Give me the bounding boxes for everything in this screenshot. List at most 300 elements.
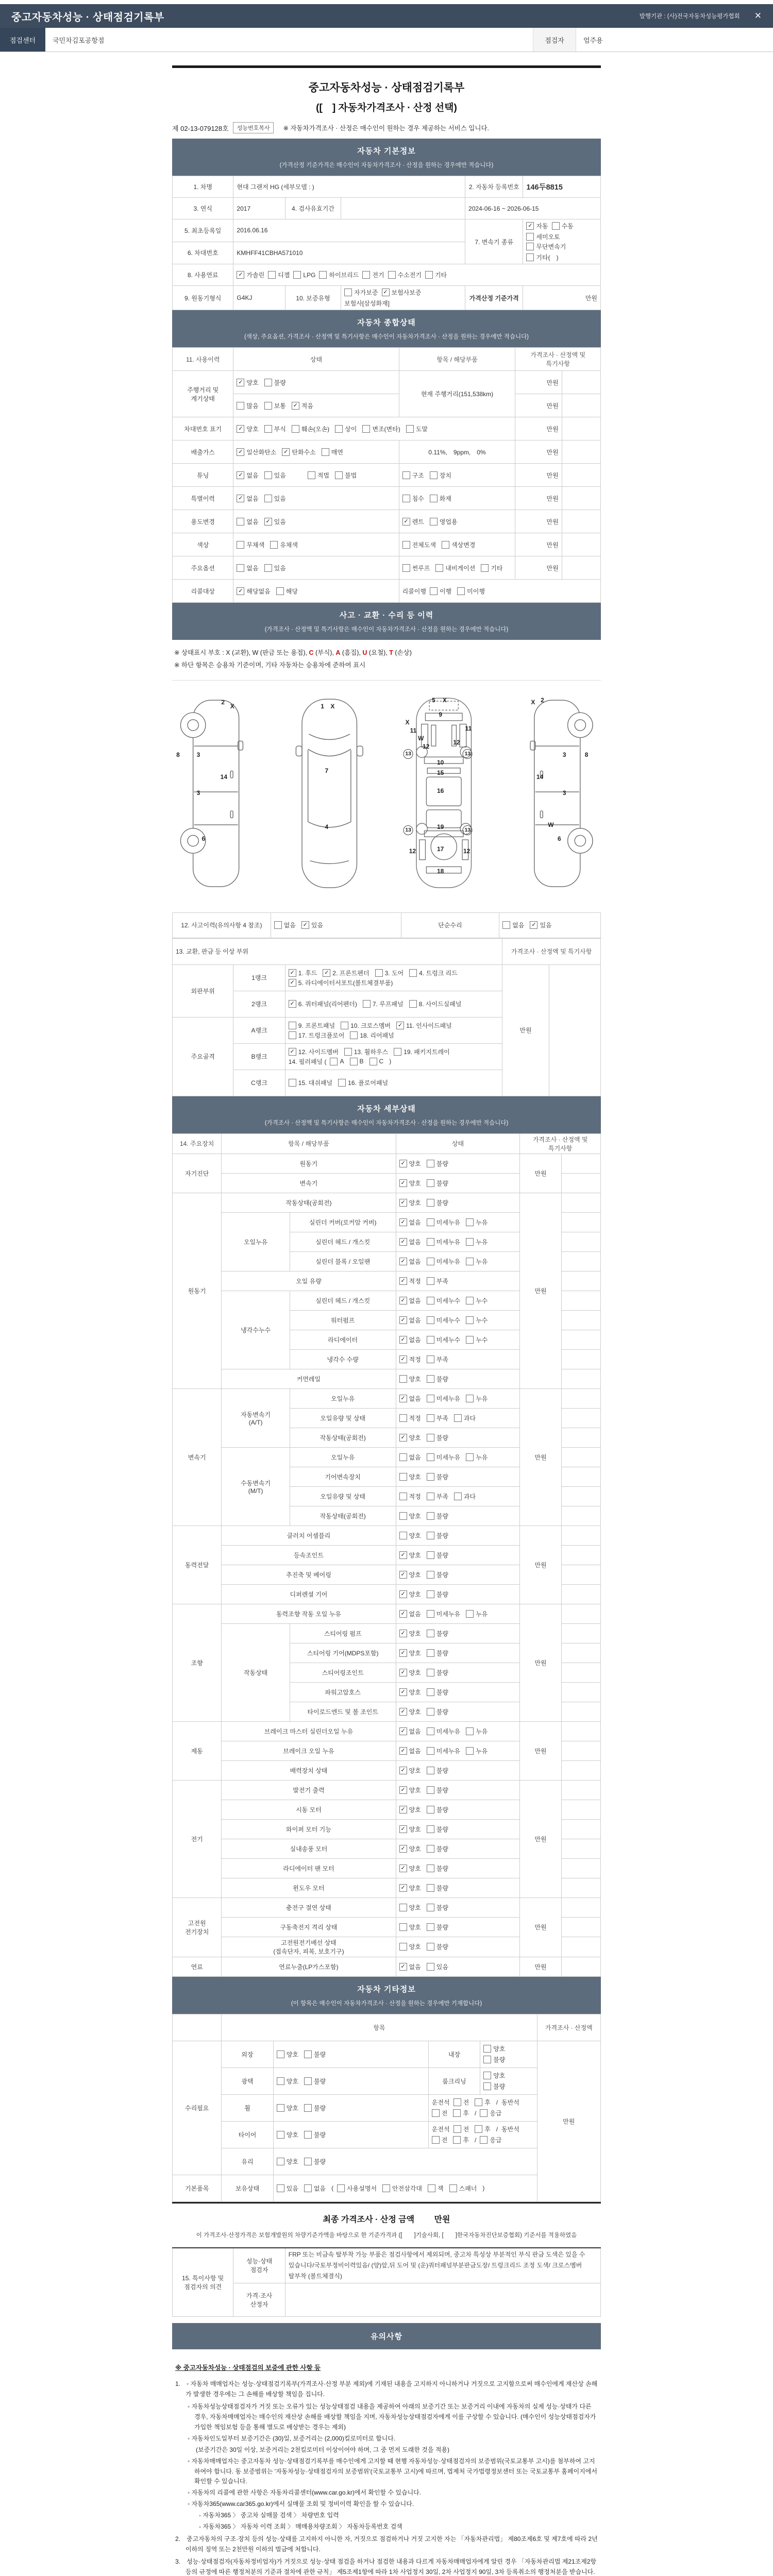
checkbox[interactable] bbox=[427, 1609, 460, 1618]
checkbox-cell bbox=[480, 2041, 537, 2067]
checkbox[interactable] bbox=[399, 1786, 421, 1794]
checkbox[interactable] bbox=[453, 2125, 469, 2133]
checkbox-label: 불량 bbox=[436, 1551, 448, 1559]
checkbox[interactable] bbox=[399, 1609, 421, 1618]
checkbox[interactable] bbox=[466, 1316, 488, 1325]
checkbox[interactable] bbox=[526, 253, 558, 262]
checkbox[interactable] bbox=[449, 2184, 477, 2193]
checkbox[interactable] bbox=[427, 1864, 448, 1873]
checkbox[interactable] bbox=[427, 1766, 448, 1775]
checkbox[interactable] bbox=[292, 401, 313, 410]
checkbox[interactable] bbox=[399, 1766, 421, 1775]
checkbox[interactable] bbox=[483, 2044, 505, 2053]
checkbox[interactable] bbox=[264, 471, 286, 480]
checkbox-cell bbox=[233, 371, 399, 394]
checkbox[interactable] bbox=[427, 1355, 448, 1364]
checkbox[interactable] bbox=[466, 1727, 488, 1736]
section-title: 자동차 기타정보 bbox=[357, 1985, 416, 1994]
checkbox[interactable] bbox=[350, 1058, 364, 1065]
checkbox[interactable] bbox=[323, 969, 369, 977]
checkbox[interactable] bbox=[399, 1512, 421, 1520]
checkbox[interactable] bbox=[406, 425, 428, 433]
checkbox[interactable] bbox=[427, 1668, 448, 1677]
checkbox[interactable] bbox=[289, 1078, 332, 1087]
checkbox-box: ✓ bbox=[292, 402, 299, 410]
checkbox[interactable] bbox=[427, 1512, 448, 1520]
checkbox[interactable] bbox=[481, 564, 502, 572]
checkbox[interactable] bbox=[427, 1590, 448, 1599]
checkbox-box bbox=[427, 1238, 434, 1246]
checkbox[interactable] bbox=[399, 1414, 421, 1422]
checkbox[interactable] bbox=[427, 1923, 448, 1931]
checkbox[interactable] bbox=[427, 1903, 448, 1912]
checkbox-cell bbox=[399, 533, 515, 556]
checkbox[interactable] bbox=[432, 2109, 448, 2117]
checkbox[interactable] bbox=[427, 1707, 448, 1716]
checkbox[interactable] bbox=[399, 1296, 421, 1305]
checkbox[interactable] bbox=[399, 1198, 421, 1207]
checkbox[interactable] bbox=[430, 517, 458, 526]
checkbox[interactable] bbox=[399, 1316, 421, 1325]
checkbox[interactable] bbox=[483, 2082, 505, 2091]
checkbox[interactable] bbox=[427, 1942, 448, 1951]
checkbox[interactable] bbox=[453, 2109, 469, 2117]
checkbox[interactable] bbox=[277, 2184, 298, 2193]
notice-list bbox=[172, 2349, 601, 2576]
checkbox[interactable] bbox=[344, 288, 378, 297]
checkbox[interactable] bbox=[264, 425, 286, 433]
checkbox-cell bbox=[396, 1584, 520, 1604]
accident-history-table bbox=[172, 912, 601, 938]
checkbox[interactable] bbox=[277, 2157, 298, 2166]
empty-cell bbox=[561, 1330, 600, 1349]
checkbox[interactable] bbox=[270, 540, 298, 549]
checkbox[interactable] bbox=[427, 1414, 448, 1422]
checkbox[interactable] bbox=[427, 1472, 448, 1481]
checkbox[interactable] bbox=[427, 1394, 460, 1403]
checkbox[interactable] bbox=[466, 1335, 488, 1344]
checkbox[interactable] bbox=[362, 425, 400, 433]
checkbox-box bbox=[453, 2136, 461, 2144]
checkbox[interactable] bbox=[427, 1277, 448, 1285]
checkbox[interactable] bbox=[399, 1433, 421, 1442]
row-label: 7. 변속기 종류 bbox=[465, 219, 523, 264]
checkbox[interactable] bbox=[338, 1078, 388, 1087]
checkbox[interactable] bbox=[237, 401, 258, 410]
checkbox-label: 미세누유 bbox=[436, 1727, 461, 1735]
checkbox[interactable] bbox=[399, 1668, 421, 1677]
checkbox[interactable] bbox=[466, 1296, 488, 1305]
checkbox[interactable] bbox=[396, 1021, 452, 1030]
sub-label: B랭크 bbox=[233, 1043, 285, 1070]
checkbox[interactable] bbox=[335, 425, 357, 433]
checkbox-line bbox=[274, 921, 398, 929]
checkbox-box bbox=[427, 1806, 434, 1814]
checkbox[interactable] bbox=[427, 1218, 460, 1227]
checkbox[interactable] bbox=[382, 288, 422, 297]
part-number-label: 18 bbox=[436, 867, 444, 875]
checkbox-label: 전기 bbox=[372, 272, 384, 279]
checkbox[interactable] bbox=[399, 1903, 421, 1912]
checkbox[interactable] bbox=[402, 564, 430, 572]
checkbox-box bbox=[382, 2184, 390, 2192]
checkbox[interactable] bbox=[399, 1159, 421, 1168]
checkbox[interactable] bbox=[399, 1844, 421, 1853]
checkbox[interactable] bbox=[466, 1218, 488, 1227]
checkbox-label: 10. 크로스멤버 bbox=[350, 1022, 391, 1029]
checkbox[interactable] bbox=[363, 999, 404, 1008]
inline-text: / bbox=[474, 2136, 477, 2144]
checkbox[interactable] bbox=[466, 1453, 488, 1462]
checkbox[interactable] bbox=[399, 1649, 421, 1657]
checkbox-line bbox=[399, 1923, 517, 1931]
checkbox[interactable] bbox=[466, 1238, 488, 1246]
checkbox[interactable] bbox=[427, 1844, 448, 1853]
checkbox[interactable] bbox=[483, 2071, 505, 2080]
checkbox[interactable] bbox=[237, 540, 264, 549]
close-icon[interactable]: ✕ bbox=[754, 11, 762, 21]
checkbox[interactable] bbox=[277, 2077, 298, 2086]
checkbox-label: 없음 bbox=[409, 1453, 421, 1461]
checkbox[interactable] bbox=[454, 1414, 476, 1422]
sub-label: 시동 모터 bbox=[222, 1800, 396, 1819]
checkbox-cell bbox=[499, 912, 601, 938]
checkbox-label: 불량 bbox=[493, 2056, 506, 2063]
checkbox-line bbox=[399, 1688, 517, 1697]
checkbox[interactable] bbox=[475, 2125, 491, 2133]
checkbox-label: 17. 트렁크플로어 bbox=[298, 1031, 345, 1039]
checkbox[interactable] bbox=[427, 1296, 460, 1305]
checkbox[interactable] bbox=[427, 1198, 448, 1207]
checkbox[interactable] bbox=[399, 1335, 421, 1344]
checkbox-cell bbox=[480, 2067, 537, 2094]
checkbox[interactable] bbox=[526, 242, 566, 251]
checkbox[interactable] bbox=[264, 517, 286, 526]
checkbox[interactable] bbox=[277, 2050, 298, 2059]
checkbox[interactable] bbox=[399, 1238, 421, 1246]
checkbox-label: 안전삼각대 bbox=[392, 2184, 423, 2192]
checkbox[interactable] bbox=[399, 1942, 421, 1951]
checkbox[interactable] bbox=[427, 1884, 448, 1892]
checkbox-label: 누유 bbox=[476, 1727, 488, 1735]
checkbox-box bbox=[449, 2184, 457, 2192]
checkbox[interactable] bbox=[399, 1257, 421, 1266]
price-cell: 만원 bbox=[520, 1154, 561, 1193]
checkbox-label: 양호 bbox=[409, 1590, 421, 1598]
checkbox[interactable] bbox=[399, 1590, 421, 1599]
checkbox-box: ✓ bbox=[399, 1708, 407, 1716]
checkbox[interactable] bbox=[466, 1257, 488, 1266]
checkbox[interactable] bbox=[237, 425, 258, 433]
checkbox[interactable] bbox=[369, 1058, 384, 1065]
checkbox[interactable] bbox=[427, 1570, 448, 1579]
checkbox-label: 불량 bbox=[436, 1904, 448, 1911]
checkbox[interactable] bbox=[427, 1629, 448, 1638]
checkbox[interactable] bbox=[304, 2050, 326, 2059]
checkbox[interactable] bbox=[480, 2136, 501, 2144]
damage-code-mark: X bbox=[442, 697, 447, 704]
status-code-red: T bbox=[389, 649, 393, 656]
empty-cell bbox=[561, 1486, 600, 1506]
checkbox[interactable] bbox=[427, 1688, 448, 1697]
checkbox[interactable] bbox=[237, 517, 258, 526]
basic-info-table bbox=[172, 176, 601, 310]
checkbox[interactable] bbox=[308, 471, 329, 480]
checkbox-label: 미세누유 bbox=[436, 1610, 461, 1618]
checkbox-line bbox=[399, 1257, 517, 1266]
checkbox[interactable] bbox=[399, 1884, 421, 1892]
checkbox[interactable] bbox=[337, 2184, 377, 2193]
checkbox-box bbox=[277, 2104, 284, 2112]
checkbox-box: ✓ bbox=[399, 1590, 407, 1598]
checkbox[interactable] bbox=[237, 471, 258, 480]
checkbox[interactable] bbox=[399, 1375, 421, 1383]
checkbox[interactable] bbox=[282, 448, 315, 456]
checkbox[interactable] bbox=[277, 2130, 298, 2139]
checkbox[interactable] bbox=[427, 1649, 448, 1657]
checkbox-box bbox=[293, 271, 301, 279]
checkbox[interactable] bbox=[466, 1394, 488, 1403]
checkbox[interactable] bbox=[409, 969, 458, 977]
sub-label: 실내송풍 모터 bbox=[222, 1839, 396, 1858]
checkbox[interactable] bbox=[399, 1923, 421, 1931]
checkbox-line bbox=[399, 1296, 517, 1305]
checkbox[interactable] bbox=[427, 1335, 460, 1344]
checkbox[interactable] bbox=[427, 1531, 448, 1540]
checkbox[interactable] bbox=[480, 2109, 501, 2117]
checkbox[interactable] bbox=[289, 1021, 335, 1030]
checkbox[interactable] bbox=[399, 1394, 421, 1403]
checkbox[interactable] bbox=[427, 1375, 448, 1383]
checkbox[interactable] bbox=[402, 540, 436, 549]
checkbox[interactable] bbox=[430, 494, 451, 503]
checkbox[interactable] bbox=[432, 2136, 448, 2144]
checkbox[interactable] bbox=[301, 921, 323, 929]
checkbox[interactable] bbox=[237, 494, 258, 503]
checkbox[interactable] bbox=[466, 1609, 488, 1618]
checkbox[interactable] bbox=[427, 1492, 448, 1501]
checkbox-label: 있음 bbox=[274, 495, 286, 502]
checkbox-label: 양호 bbox=[286, 2050, 298, 2058]
checkbox[interactable] bbox=[430, 587, 451, 596]
checkbox[interactable] bbox=[264, 401, 286, 410]
checkbox[interactable] bbox=[399, 1747, 421, 1755]
checkbox[interactable] bbox=[399, 1551, 421, 1560]
checkbox-label: 누유 bbox=[476, 1395, 488, 1402]
checkbox[interactable] bbox=[268, 270, 290, 279]
checkbox[interactable] bbox=[427, 1962, 448, 1971]
checkbox[interactable] bbox=[399, 1629, 421, 1638]
checkbox-line bbox=[502, 921, 597, 929]
checkbox[interactable] bbox=[237, 378, 258, 387]
checkbox-box bbox=[466, 1747, 474, 1755]
empty-cell bbox=[561, 1878, 600, 1897]
checkbox[interactable] bbox=[399, 1707, 421, 1716]
inspection-bar bbox=[0, 28, 773, 52]
checkbox-box bbox=[277, 2077, 284, 2085]
checkbox[interactable] bbox=[237, 448, 276, 456]
checkbox[interactable] bbox=[350, 1031, 394, 1040]
sub-label: 휠 bbox=[222, 2094, 273, 2121]
checkbox[interactable] bbox=[237, 270, 264, 279]
checkbox[interactable] bbox=[427, 1433, 448, 1442]
empty-cell bbox=[561, 1839, 600, 1858]
checkbox[interactable] bbox=[304, 2184, 326, 2193]
checkbox-line bbox=[399, 1903, 517, 1912]
checkbox-line bbox=[399, 1629, 517, 1638]
checkbox[interactable] bbox=[427, 1316, 460, 1325]
checkbox[interactable] bbox=[399, 1962, 421, 1971]
checkbox[interactable] bbox=[276, 587, 298, 596]
checkbox[interactable] bbox=[428, 2184, 444, 2193]
checkbox[interactable] bbox=[293, 271, 315, 279]
checkbox[interactable] bbox=[322, 448, 343, 456]
checkbox[interactable] bbox=[399, 1218, 421, 1227]
checkbox-box bbox=[289, 1031, 296, 1039]
checkbox[interactable] bbox=[427, 1786, 448, 1794]
checkbox[interactable] bbox=[335, 471, 357, 480]
checkbox-box bbox=[337, 2184, 345, 2192]
checkbox[interactable] bbox=[289, 969, 317, 977]
checkbox-label: 양호 bbox=[286, 2131, 298, 2139]
checkbox[interactable] bbox=[237, 564, 258, 572]
checkbox[interactable] bbox=[427, 1825, 448, 1834]
checkbox[interactable] bbox=[341, 1021, 391, 1030]
checkbox[interactable] bbox=[292, 425, 329, 433]
checkbox[interactable] bbox=[399, 1688, 421, 1697]
checkbox[interactable] bbox=[399, 1453, 421, 1462]
checkbox[interactable] bbox=[552, 222, 574, 230]
checkbox[interactable] bbox=[289, 1047, 339, 1056]
checkbox-box bbox=[289, 1022, 296, 1029]
checkbox-cell bbox=[399, 487, 515, 510]
row-label: 배출가스 bbox=[173, 440, 233, 464]
checkbox[interactable] bbox=[399, 1472, 421, 1481]
checkbox-box bbox=[430, 471, 438, 479]
checkbox-box bbox=[483, 2082, 491, 2090]
checkbox[interactable] bbox=[264, 378, 286, 387]
part-number-label: 13 bbox=[463, 749, 473, 759]
checkbox[interactable] bbox=[394, 1047, 450, 1056]
checkbox[interactable] bbox=[402, 471, 424, 480]
checkbox[interactable] bbox=[427, 1805, 448, 1814]
checkbox[interactable] bbox=[289, 1031, 345, 1040]
checkbox[interactable] bbox=[304, 2077, 326, 2086]
checkbox[interactable] bbox=[399, 1570, 421, 1579]
checkbox[interactable] bbox=[427, 1453, 460, 1462]
checkbox[interactable] bbox=[466, 1747, 488, 1755]
checkbox[interactable] bbox=[454, 1492, 476, 1501]
record-document bbox=[172, 65, 601, 2576]
checkbox[interactable] bbox=[304, 2104, 326, 2112]
checkbox[interactable] bbox=[362, 270, 384, 279]
checkbox[interactable] bbox=[399, 1492, 421, 1501]
tab-inspection-center[interactable]: 점검센터 bbox=[0, 28, 45, 52]
checkbox[interactable] bbox=[237, 587, 270, 596]
checkbox[interactable] bbox=[330, 1058, 344, 1065]
checkbox[interactable] bbox=[475, 2098, 491, 2107]
checkbox[interactable] bbox=[453, 2136, 469, 2144]
checkbox-line bbox=[399, 1668, 517, 1677]
checkbox-box bbox=[502, 921, 510, 929]
checkbox[interactable] bbox=[399, 1179, 421, 1188]
checkbox[interactable] bbox=[427, 1727, 460, 1736]
checkbox[interactable] bbox=[425, 270, 447, 279]
checkbox[interactable] bbox=[304, 2157, 326, 2166]
checkbox-box: ✓ bbox=[399, 1395, 407, 1402]
checkbox[interactable] bbox=[427, 1551, 448, 1560]
checkbox[interactable] bbox=[399, 1277, 421, 1285]
checkbox[interactable] bbox=[382, 2184, 422, 2193]
checkbox[interactable] bbox=[453, 2098, 469, 2107]
checkbox-cell bbox=[273, 2094, 428, 2121]
checkbox-box bbox=[427, 1610, 434, 1618]
checkbox[interactable] bbox=[409, 999, 462, 1008]
checkbox-label: 불량 bbox=[436, 1767, 448, 1774]
checkbox[interactable] bbox=[344, 1047, 388, 1056]
checkbox[interactable] bbox=[483, 2055, 505, 2064]
checkbox[interactable] bbox=[319, 270, 359, 279]
checkbox[interactable] bbox=[274, 921, 296, 929]
column-header: 상태 bbox=[233, 348, 399, 371]
checkbox[interactable] bbox=[402, 494, 424, 503]
checkbox-box bbox=[304, 2077, 312, 2085]
checkbox[interactable] bbox=[427, 1238, 460, 1246]
checkbox[interactable] bbox=[375, 969, 404, 977]
checkbox[interactable] bbox=[399, 1805, 421, 1814]
checkbox-box: ✓ bbox=[399, 1767, 407, 1774]
checkbox[interactable] bbox=[304, 2130, 326, 2139]
empty-cell bbox=[561, 1232, 600, 1251]
row-label: 4. 검사유효기간 bbox=[285, 198, 341, 219]
checkbox-box bbox=[427, 1767, 434, 1774]
checkbox[interactable] bbox=[427, 1159, 448, 1168]
checkbox-box bbox=[483, 2072, 491, 2079]
checkbox-box bbox=[427, 1297, 434, 1304]
checkbox[interactable] bbox=[289, 999, 357, 1008]
checkbox[interactable] bbox=[442, 540, 475, 549]
checkbox[interactable] bbox=[530, 921, 551, 929]
copy-number-button[interactable]: 성능번호복사 bbox=[233, 122, 274, 133]
empty-cell bbox=[562, 464, 600, 487]
checkbox[interactable] bbox=[399, 1864, 421, 1873]
checkbox[interactable] bbox=[402, 517, 424, 526]
checkbox[interactable] bbox=[399, 1727, 421, 1736]
checkbox[interactable] bbox=[289, 978, 393, 987]
checkbox[interactable] bbox=[388, 270, 422, 279]
checkbox[interactable] bbox=[264, 564, 286, 572]
checkbox[interactable] bbox=[399, 1531, 421, 1540]
checkbox[interactable] bbox=[427, 1179, 448, 1188]
damage-code-mark: X bbox=[230, 703, 234, 710]
checkbox-label: 변조(변타) bbox=[372, 425, 400, 433]
checkbox[interactable] bbox=[427, 1747, 460, 1755]
checkbox-label: 전 bbox=[441, 2137, 448, 2144]
checkbox[interactable] bbox=[526, 222, 548, 230]
checkbox[interactable] bbox=[435, 564, 475, 572]
checkbox[interactable] bbox=[430, 471, 451, 480]
part-number-label: 12 bbox=[463, 847, 470, 855]
row-label: 가격산정 기준가격 bbox=[465, 286, 523, 310]
checkbox[interactable] bbox=[264, 494, 286, 503]
checkbox[interactable] bbox=[399, 1825, 421, 1834]
checkbox[interactable] bbox=[277, 2104, 298, 2112]
checkbox[interactable] bbox=[526, 232, 560, 241]
checkbox[interactable] bbox=[502, 921, 524, 929]
checkbox[interactable] bbox=[427, 1257, 460, 1266]
checkbox[interactable] bbox=[457, 587, 485, 596]
checkbox[interactable] bbox=[399, 1355, 421, 1364]
